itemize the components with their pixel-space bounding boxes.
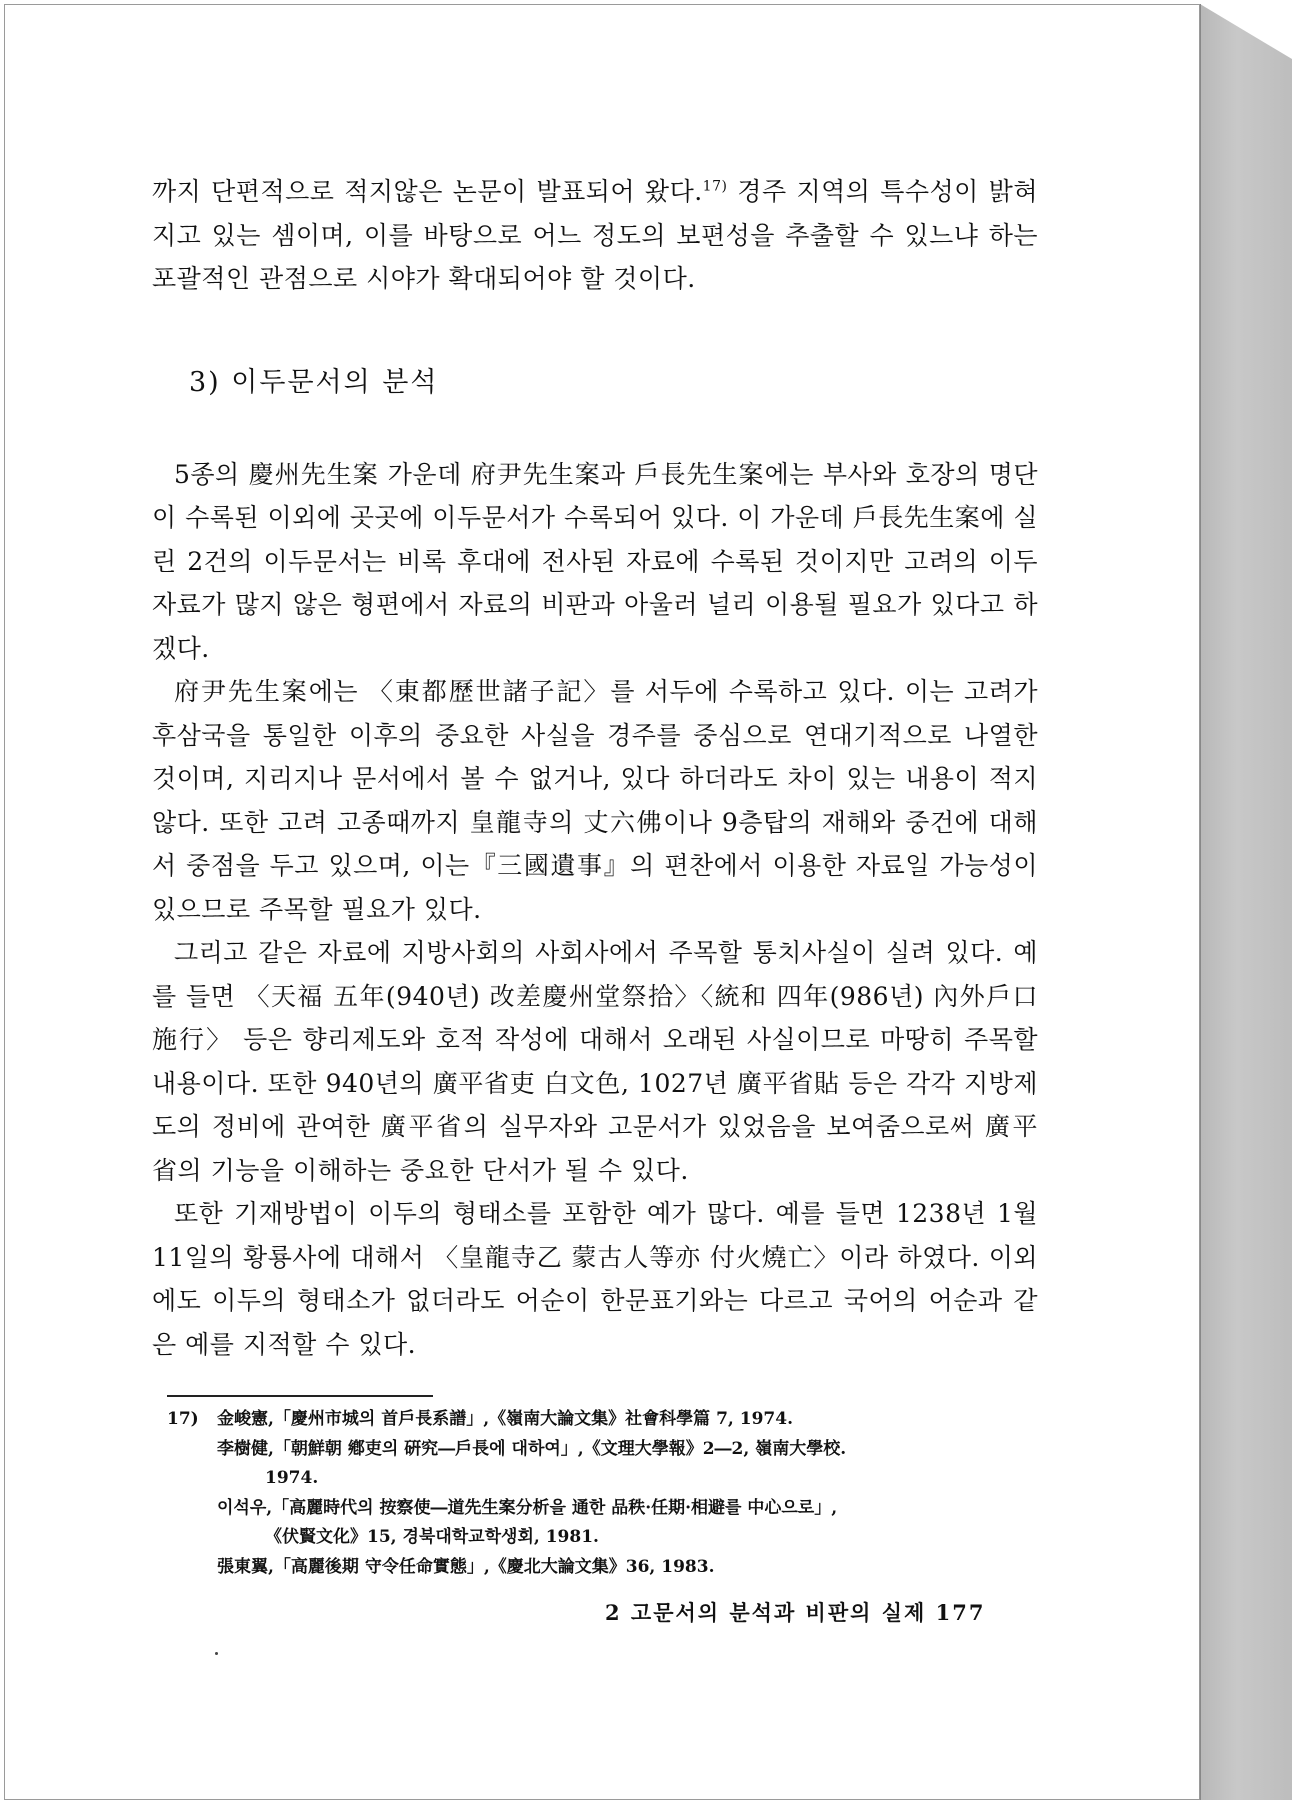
- intro-text-rest: 경주 지역의 특수성이 밝혀지고 있는 셈이며, 이를 바탕으로 어느 정도의 보편성을 추출할 수 있느냐 하는 포괄적인 관점으로 시야가 확대되어야 할 것이다.: [152, 177, 1038, 293]
- footnote-entry: [167, 1405, 1047, 1435]
- footnote-line: 《伏賢文化》15, 경북대학교학생회, 1981.: [265, 1527, 599, 1547]
- footnotes: [167, 1405, 1047, 1582]
- running-footer: 2 고문서의 분석과 비판의 실제 177: [605, 1600, 986, 1625]
- intro-paragraph: [152, 170, 1038, 301]
- footnote-line: 李樹健,「朝鮮朝 鄕吏의 硏究―戶長에 대하여」,《文理大學報》2―2, 嶺南大學校.: [217, 1438, 847, 1459]
- section-heading: 3) 이두문서의 분석: [189, 366, 439, 398]
- body-paragraph-3: 그리고 같은 자료에 지방사회의 사회사에서 주목할 통치사실이 실려 있다. 예를 들면 〈天福 五年(940년) 改差慶州堂祭拾〉〈統和 四年(986년) 內外戶口施行〉 등은 향리제도와 호적 작성에 대해서 오래된 사실이므로 마땅히 주목할 내용이다. 또한 940년의 廣平省吏 白文色, 1027년 廣平省貼 등은 각각 지방제도의 정비에 관여한 廣平省의 실무자와 고문서가 있었음을 보여줌으로써 廣平省의 기능을 이해하는 중요한 단서가 될 수 있다.: [152, 938, 1038, 1185]
- body-paragraph-4: 또한 기재방법이 이두의 형태소를 포함한 예가 많다. 예를 들면 1238년 1월 11일의 황룡사에 대해서 〈皇龍寺乙 蒙古人等亦 付火燒亡〉이라 하였다. 이외에도 이두의 형태소가 없더라도 어순이 한문표기와는 다르고 국어의 어순과 같은 예를 지적할 수 있다.: [152, 1199, 1038, 1359]
- footnote-line: 이석우,「高麗時代의 按察使―道先生案分析을 通한 品秩·任期·相避를 中心으로」,: [217, 1497, 838, 1518]
- footnote-marker: 17): [702, 178, 728, 195]
- footnote-divider: [167, 1395, 433, 1397]
- footnote-line: 張東翼,「高麗後期 守令任命實態」,《慶北大論文集》36, 1983.: [217, 1556, 715, 1577]
- page-edge: [1200, 4, 1201, 1800]
- book-spine: [1200, 4, 1292, 1800]
- scan-speck: [215, 1652, 218, 1655]
- body-paragraph-2: 府尹先生案에는 〈東都歷世諸子記〉를 서두에 수록하고 있다. 이는 고려가 후삼국을 통일한 이후의 중요한 사실을 경주를 중심으로 연대기적으로 나열한 것이며, 지리지나 문서에서 볼 수 없거나, 있다 하더라도 차이 있는 내용이 적지 않다. 또한 고려 고종때까지 皇龍寺의 丈六佛이나 9층탑의 재해와 중건에 대해서 중점을 두고 있으며, 이는『三國遺事』의 편찬에서 이용한 자료일 가능성이 있으므로 주목할 필요가 있다.: [152, 677, 1038, 924]
- footnote-line: 金峻憲,「慶州市城의 首戶長系譜」,《嶺南大論文集》社會科學篇 7, 1974.: [217, 1409, 793, 1429]
- footnote-line: 1974.: [265, 1468, 319, 1488]
- intro-text: 까지 단편적으로 적지않은 논문이 발표되어 왔다.: [152, 177, 703, 206]
- footnote-number: 17): [167, 1409, 199, 1429]
- page-body: [152, 170, 1038, 1366]
- body-paragraph-1: 5종의 慶州先生案 가운데 府尹先生案과 戶長先生案에는 부사와 호장의 명단이 수록된 이외에 곳곳에 이두문서가 수록되어 있다. 이 가운데 戶長先生案에 실린 2건의 이두문서는 비록 후대에 전사된 자료에 수록된 것이지만 고려의 이두자료가 많지 않은 형편에서 자료의 비판과 아울러 널리 이용될 필요가 있다고 하겠다.: [152, 459, 1038, 663]
